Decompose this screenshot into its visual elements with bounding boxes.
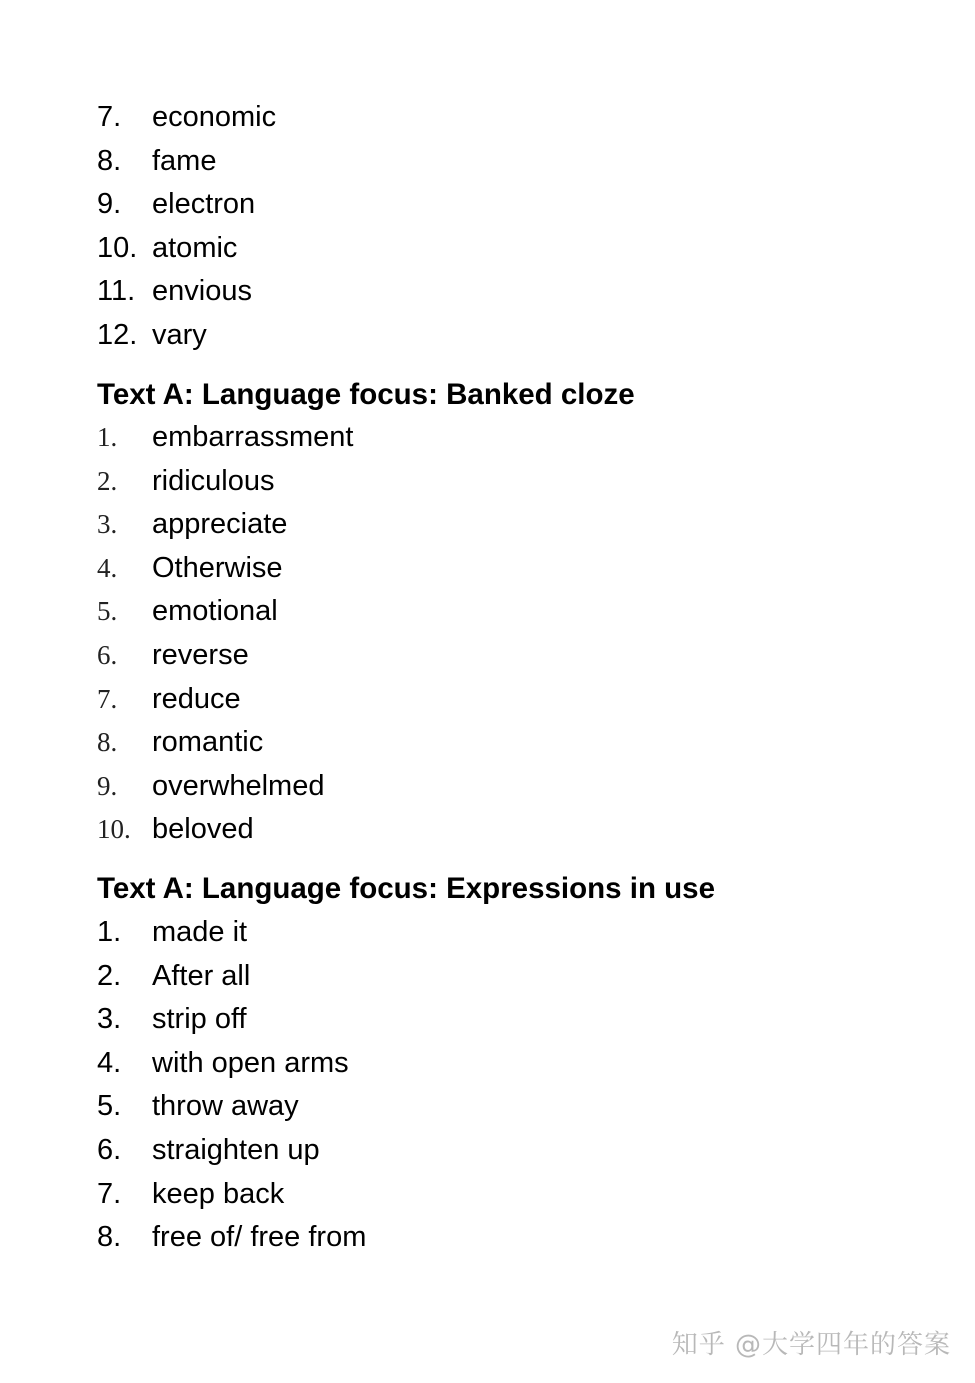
item-word: beloved [152, 813, 254, 846]
item-number: 9. [97, 770, 118, 801]
list-item [97, 547, 353, 591]
item-number: 8. [97, 1221, 122, 1254]
list-item [97, 808, 353, 852]
item-number: 1. [97, 422, 118, 452]
list-item [97, 590, 353, 634]
item-number: 7. [97, 101, 122, 133]
list-item [97, 1129, 366, 1173]
item-number: 3. [97, 1003, 122, 1036]
item-number: 12. [97, 318, 138, 351]
item-number: 8. [97, 727, 118, 758]
item-number: 8. [97, 144, 122, 177]
list-item [97, 416, 353, 460]
list-item [97, 314, 276, 358]
list-item [97, 634, 353, 678]
item-word: economic [152, 101, 277, 133]
list-item [97, 183, 276, 227]
list-item [97, 1216, 366, 1260]
item-word: reduce [152, 682, 241, 715]
expressions-list [97, 911, 366, 1260]
word-list [97, 96, 276, 358]
watermark: 知乎 @大学四年的答案 [671, 1330, 951, 1360]
list-item [97, 140, 276, 184]
item-word: envious [152, 275, 252, 308]
item-number: 6. [97, 1133, 122, 1166]
item-word: atomic [152, 231, 238, 264]
item-number: 11. [97, 275, 136, 308]
item-word: fame [152, 144, 217, 177]
list-item [97, 911, 366, 955]
banked-cloze-list [97, 416, 353, 852]
section-heading-expressions: Text A: Language focus: Expressions in use [97, 872, 715, 905]
item-number: 5. [97, 596, 118, 627]
item-number: 9. [97, 188, 122, 221]
item-word: embarrassment [152, 421, 354, 453]
item-word: appreciate [152, 508, 288, 541]
list-item [97, 955, 366, 999]
item-number: 4. [97, 552, 118, 583]
item-word: free of/ free from [152, 1221, 367, 1254]
item-word: romantic [152, 726, 264, 759]
list-item [97, 270, 276, 314]
list-item [97, 503, 353, 547]
item-number: 3. [97, 509, 118, 540]
section-heading-banked-cloze: Text A: Language focus: Banked cloze [97, 378, 635, 411]
item-word: emotional [152, 595, 278, 628]
list-item [97, 1085, 366, 1129]
item-word: ridiculous [152, 464, 275, 497]
item-number: 2. [97, 959, 122, 992]
item-number: 10. [97, 814, 131, 845]
item-word: with open arms [152, 1046, 349, 1079]
item-word: strip off [152, 1003, 247, 1036]
item-number: 4. [97, 1046, 122, 1079]
item-number: 1. [97, 916, 122, 948]
list-item [97, 1042, 366, 1086]
item-word: overwhelmed [152, 769, 325, 802]
item-word: reverse [152, 638, 249, 671]
item-word: electron [152, 188, 256, 221]
item-word: throw away [152, 1090, 299, 1123]
list-item [97, 96, 276, 140]
item-number: 5. [97, 1090, 122, 1123]
item-word: made it [152, 916, 248, 948]
item-number: 7. [97, 683, 118, 714]
item-word: Otherwise [152, 551, 283, 584]
list-item [97, 721, 353, 765]
list-item [97, 678, 353, 722]
list-item [97, 460, 353, 504]
item-word: keep back [152, 1177, 285, 1210]
list-item [97, 765, 353, 809]
item-word: straighten up [152, 1133, 320, 1166]
list-item [97, 998, 366, 1042]
item-number: 7. [97, 1177, 122, 1210]
list-item [97, 227, 276, 271]
list-item [97, 1173, 366, 1217]
item-number: 10. [97, 231, 138, 264]
item-number: 2. [97, 465, 118, 496]
item-word: vary [152, 318, 207, 351]
item-number: 6. [97, 639, 118, 670]
item-word: After all [152, 959, 251, 992]
